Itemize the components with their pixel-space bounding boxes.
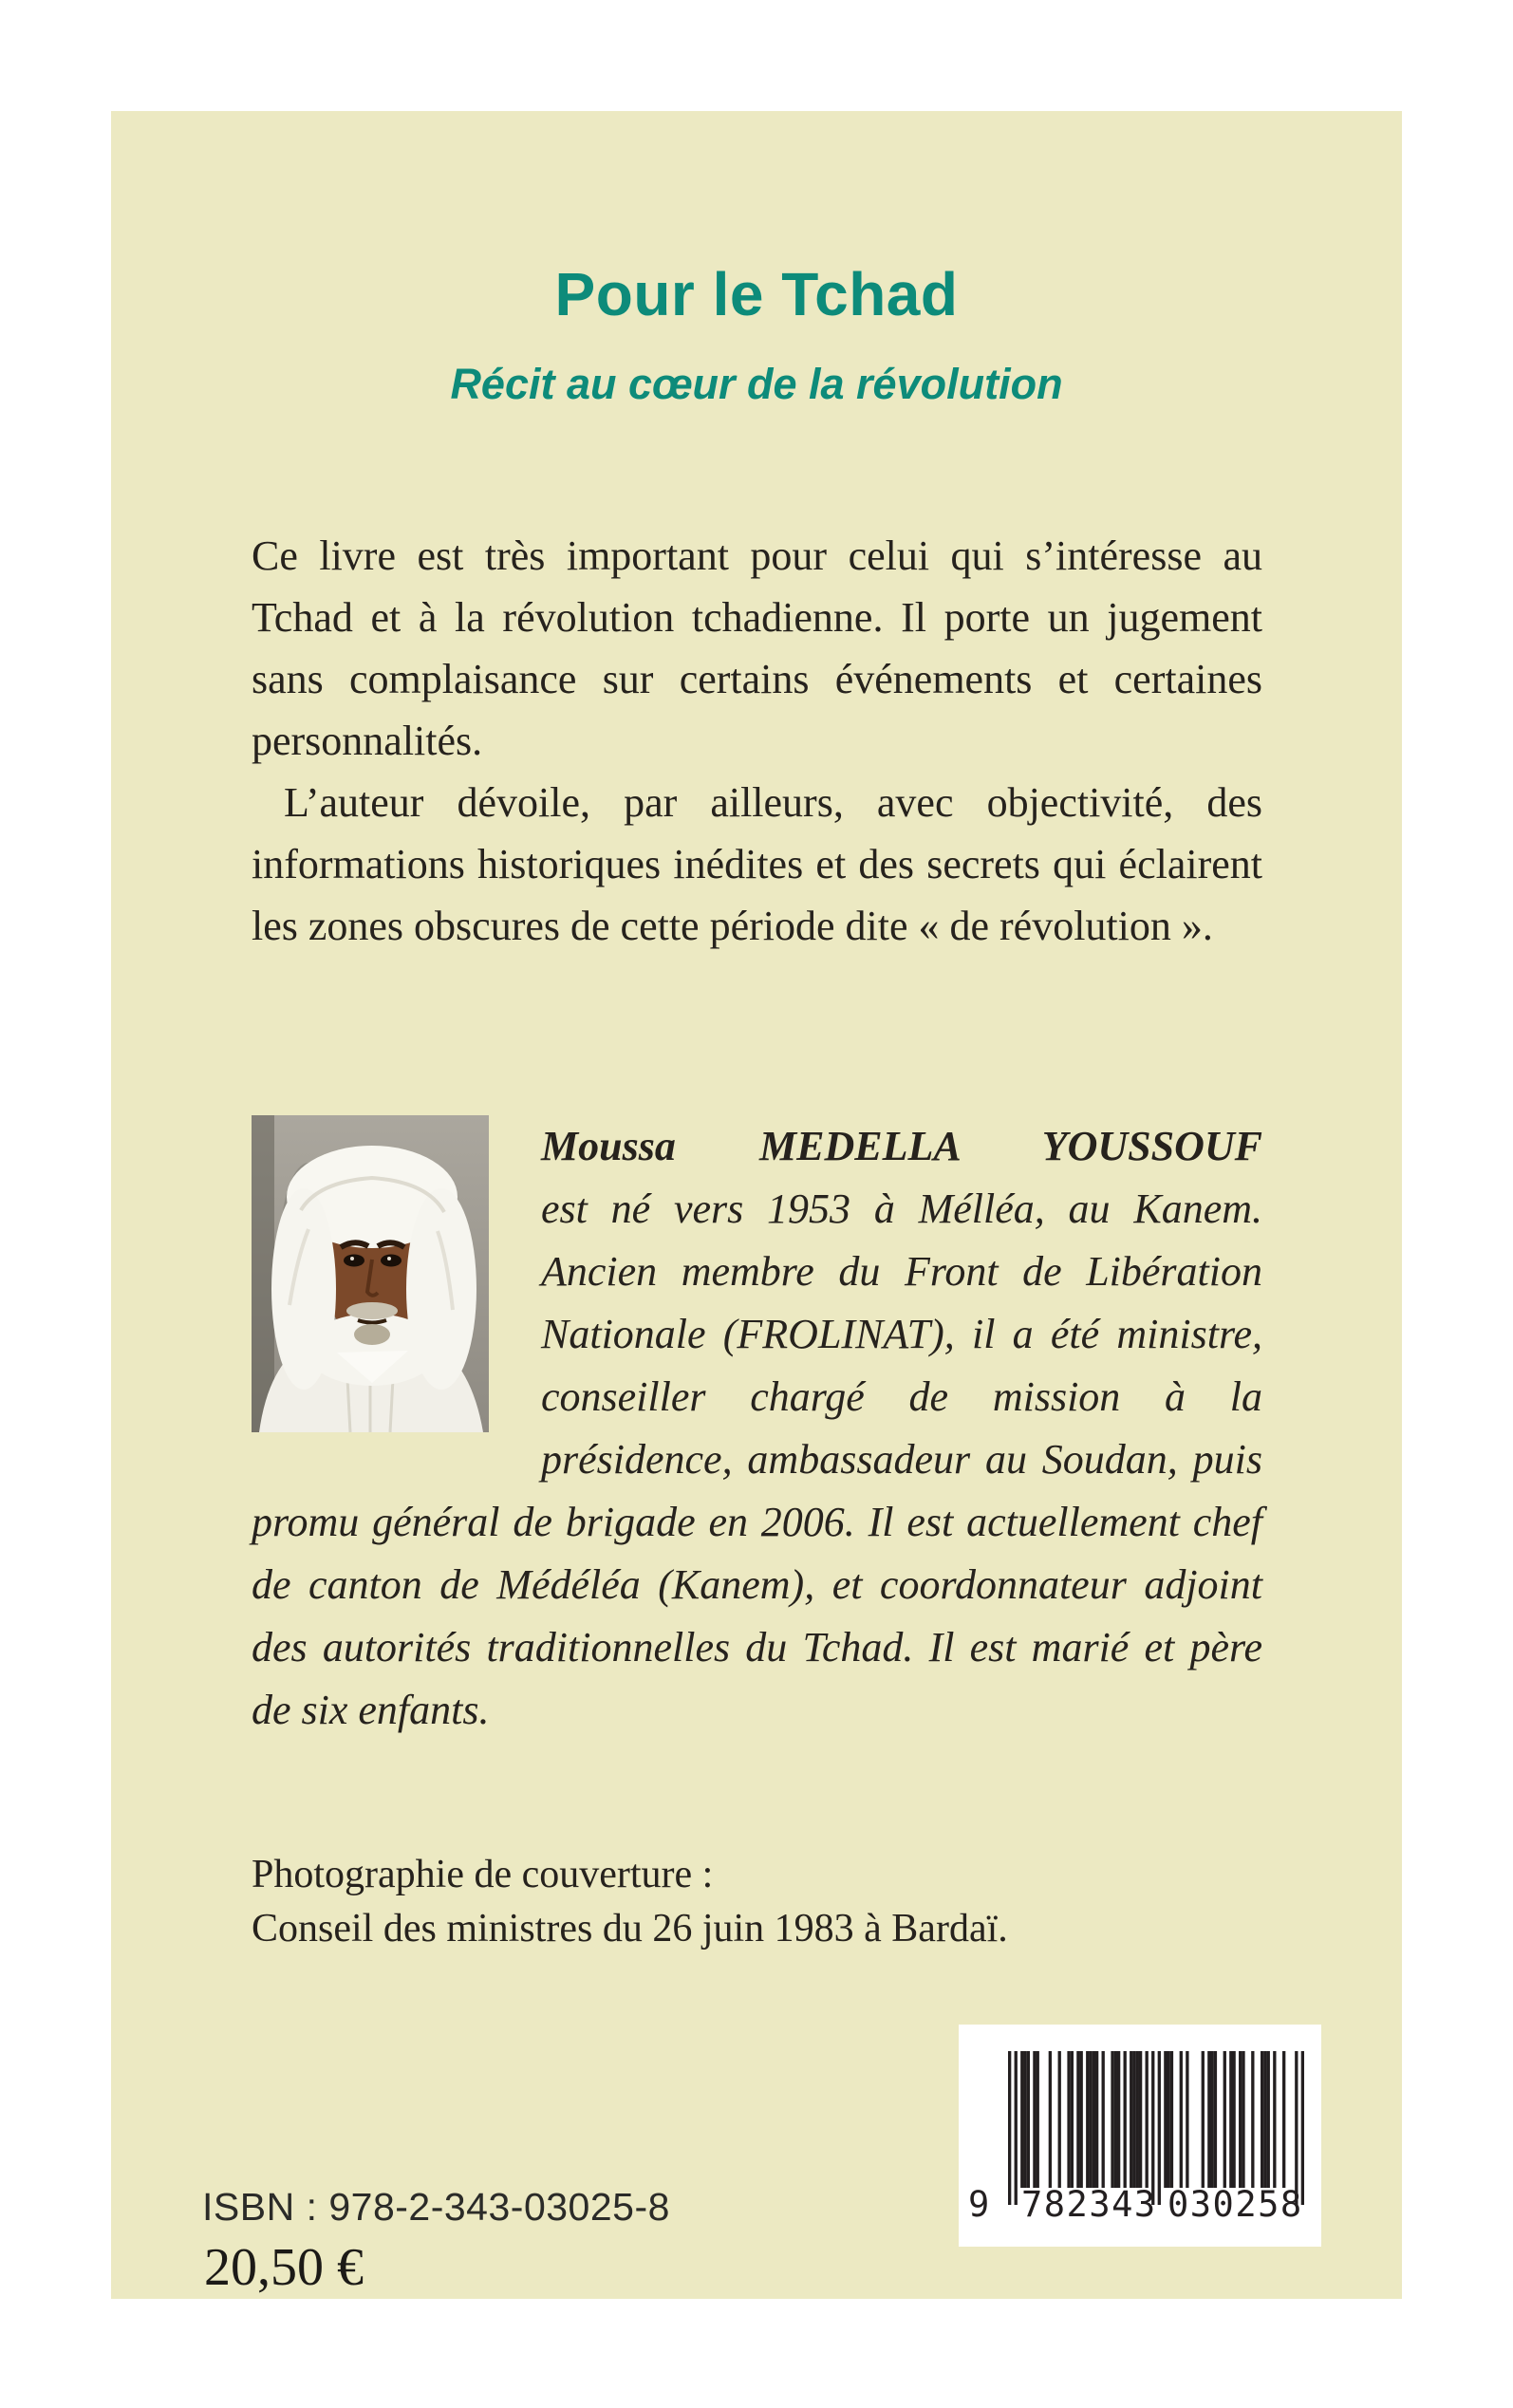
mustache bbox=[346, 1302, 398, 1319]
photo-credit-caption: Conseil des ministres du 26 juin 1983 à Bardaï. bbox=[252, 1907, 1008, 1951]
barcode-panel bbox=[959, 2025, 1321, 2247]
price-text: 20,50 € bbox=[204, 2238, 364, 2297]
barcode-digits-right: 030258 bbox=[1167, 2184, 1303, 2225]
photo-credit bbox=[252, 1848, 1008, 1956]
author-photo bbox=[252, 1115, 489, 1432]
synopsis-paragraph-1: Ce livre est très important pour celui qui s’intéresse au Tchad et à la révolution tchadienne. Il porte un jugement sans complaisance sur certains événements et certaines personnalités. bbox=[252, 532, 1262, 764]
barcode-digits-left: 782343 bbox=[1021, 2184, 1157, 2225]
beard bbox=[354, 1324, 390, 1345]
photo-shadow bbox=[252, 1115, 274, 1432]
isbn-text: ISBN : 978-2-343-03025-8 bbox=[202, 2185, 670, 2229]
synopsis-paragraph-2: L’auteur dévoile, par ailleurs, avec objectivité, des informations historiques inédites et des secrets qui éclairent les zones obscures de cette période dite « de révolution ». bbox=[252, 779, 1262, 949]
barcode-digit-lead: 9 bbox=[968, 2184, 990, 2225]
author-section bbox=[252, 1115, 1262, 1742]
book-subtitle: Récit au cœur de la révolution bbox=[450, 360, 1063, 408]
author-name: Moussa MEDELLA YOUSSOUF bbox=[541, 1123, 1262, 1169]
photo-credit-label: Photographie de couverture : bbox=[252, 1853, 714, 1896]
synopsis bbox=[252, 525, 1262, 957]
back-cover-panel bbox=[111, 111, 1402, 2299]
author-bio: est né vers 1953 à Mélléa, au Kanem. Ancien membre du Front de Libération Nationale (FROLINAT), il a été ministre, conseiller chargé de mission à la présidence, ambassadeur au Soudan, puis promu général de brigade en 2006. Il est actuellement chef de canton de Médéléa (Kanem), et coordonnateur adjoint des autorités traditionnelles du Tchad. Il est marié et père de six enfants. bbox=[252, 1185, 1262, 1733]
book-title: Pour le Tchad bbox=[554, 260, 959, 328]
